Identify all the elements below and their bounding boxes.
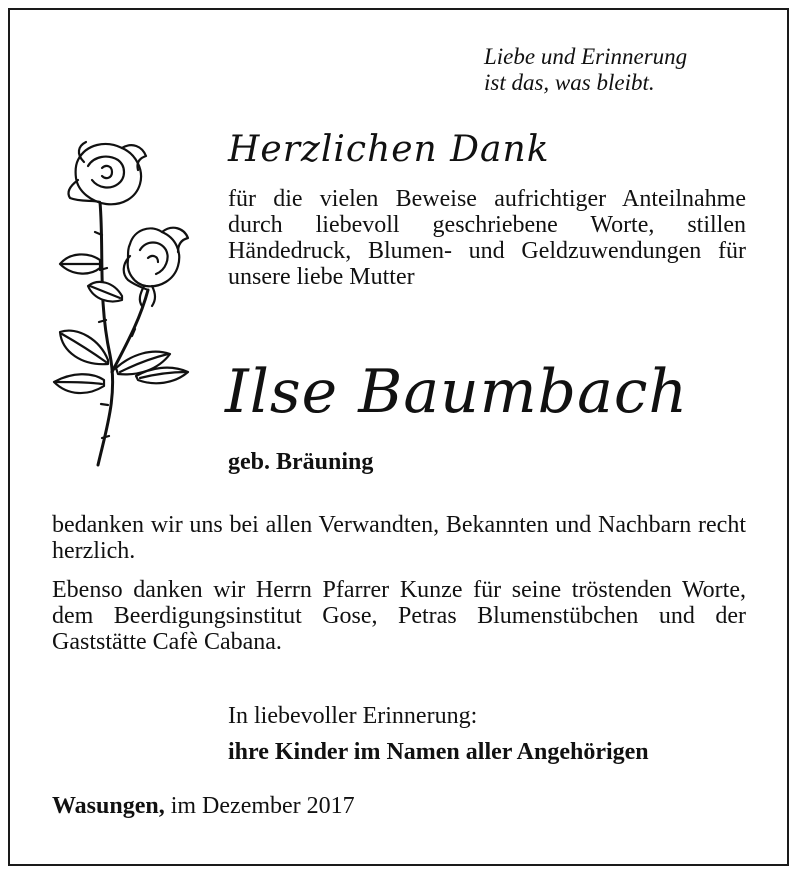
intro-text: für die vielen Beweise aufrichtiger Anteilnahme durch liebevoll geschriebene Worte, stillen Händedruck, Blumen- und Geldzuwendungen für unsere liebe Mutter — [228, 186, 746, 290]
thanks-heading: Herzlichen Dank — [228, 129, 550, 170]
deceased-name: Ilse Baumbach — [225, 357, 689, 427]
date: im Dezember 2017 — [170, 793, 355, 819]
closing-line: In liebevoller Erinnerung: — [228, 703, 478, 729]
motto-line-1: Liebe und Erinnerung — [484, 44, 688, 69]
motto — [484, 44, 687, 96]
signature: ihre Kinder im Namen aller Angehörigen — [228, 739, 649, 765]
body-paragraph-1: bedanken wir uns bei allen Verwandten, Bekannten und Nachbarn recht herzlich. — [52, 512, 746, 564]
place-date — [52, 792, 355, 820]
rose-icon — [48, 140, 198, 470]
birth-name: geb. Bräuning — [228, 449, 374, 475]
motto-line-2: ist das, was bleibt. — [484, 70, 655, 95]
body-paragraph-2: Ebenso danken wir Herrn Pfarrer Kunze für seine tröstenden Worte, dem Beerdigungsinstitut Gose, Petras Blumenstübchen und der Gaststätte Cafè Cabana. — [52, 577, 746, 655]
place: Wasungen, — [52, 793, 165, 819]
